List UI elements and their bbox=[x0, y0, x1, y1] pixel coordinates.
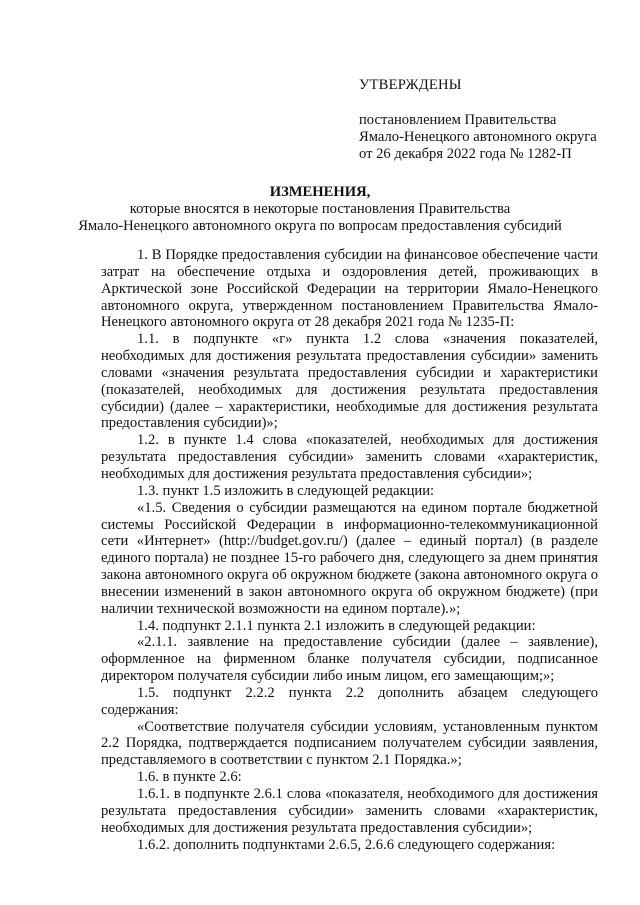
approval-heading: УТВЕРЖДЕНЫ bbox=[359, 77, 462, 93]
paragraph: «1.5. Сведения о субсидии размещаются на едином портале бюджетной системы Российской Федерации в информационно-телекоммуникационной сети «Интернет» (http://budget.gov.ru/) (далее – единый портал) (в разделе единого портала) не позднее 15-го рабочего дня, следующего за днем принятия закона автономного округа об окружном бюджете (закона автономного округа о внесении изменений в закон автономного округа об окружном бюджете) (при наличии технической возможности на едином портале).»; bbox=[101, 499, 598, 617]
paragraph: 1.3. пункт 1.5 изложить в следующей редакции: bbox=[137, 482, 435, 499]
paragraph: 1. В Порядке предоставления субсидии на финансовое обеспечение части затрат на обеспечение отдыха и оздоровления детей, проживающих в Арктической зоне Российской Федерации на территории Ямало-Ненецкого автономного округа, утвержденном постановлением Правительства Ямало-Ненецкого автономного округа от 28 декабря 2021 года № 1235-П: bbox=[101, 247, 598, 331]
paragraph: 1.6.2. дополнить подпунктами 2.6.5, 2.6.6 следующего содержания: bbox=[137, 836, 556, 853]
paragraph: 1.1. в подпункте «г» пункта 1.2 слова «значения показателей, необходимых для достижения результата предоставления субсидии» заменить словами «значения результата предоставления субсидии и характеристики (показателей, необходимых для достижения результата предоставления субсидии) (далее – характеристики, необходимые для достижения результата предоставления субсидии)»; bbox=[101, 331, 598, 432]
paragraph: 1.2. в пункте 1.4 слова «показателей, необходимых для достижения результата предоставления субсидии» заменить словами «характеристик, необходимых для достижения результата предоставления субсидии»; bbox=[101, 432, 598, 482]
document-body bbox=[101, 247, 598, 853]
subtitle-line: которые вносятся в некоторые постановления Правительства bbox=[129, 201, 511, 217]
paragraph: 1.5. подпункт 2.2.2 пункта 2.2 дополнить абзацем следующего содержания: bbox=[101, 684, 598, 718]
paragraph: «2.1.1. заявление на предоставление субсидии (далее – заявление), оформленное на фирменном бланке получателя субсидии, подписанное директором получателя субсидии либо иным лицом, его замещающим;»; bbox=[101, 634, 598, 685]
approval-line: постановлением Правительства bbox=[359, 112, 557, 128]
paragraph: 1.6. в пункте 2.6: bbox=[137, 769, 242, 786]
approval-line: Ямало-Ненецкого автономного округа bbox=[359, 129, 597, 145]
approval-line: от 26 декабря 2022 года № 1282-П bbox=[359, 146, 572, 162]
paragraph: 1.6.1. в подпункте 2.6.1 слова «показателя, необходимого для достижения результата предоставления субсидии» заменить словами «характеристик, необходимых для достижения результата предоставления субсидии»; bbox=[101, 786, 598, 836]
subtitle-line: Ямало-Ненецкого автономного округа по вопросам предоставления субсидий bbox=[78, 218, 562, 234]
paragraph: 1.4. подпункт 2.1.1 пункта 2.1 изложить в следующей редакции: bbox=[137, 617, 536, 634]
document-subtitle bbox=[0, 201, 640, 235]
approval-block bbox=[359, 112, 597, 163]
paragraph: «Соответствие получателя субсидии условиям, установленным пунктом 2.2 Порядка, подтверждается подписанием получателем субсидии заявления, представляемого в соответствии с пунктом 2.1 Порядка.»; bbox=[101, 718, 598, 769]
document-title: ИЗМЕНЕНИЯ, bbox=[269, 184, 371, 200]
